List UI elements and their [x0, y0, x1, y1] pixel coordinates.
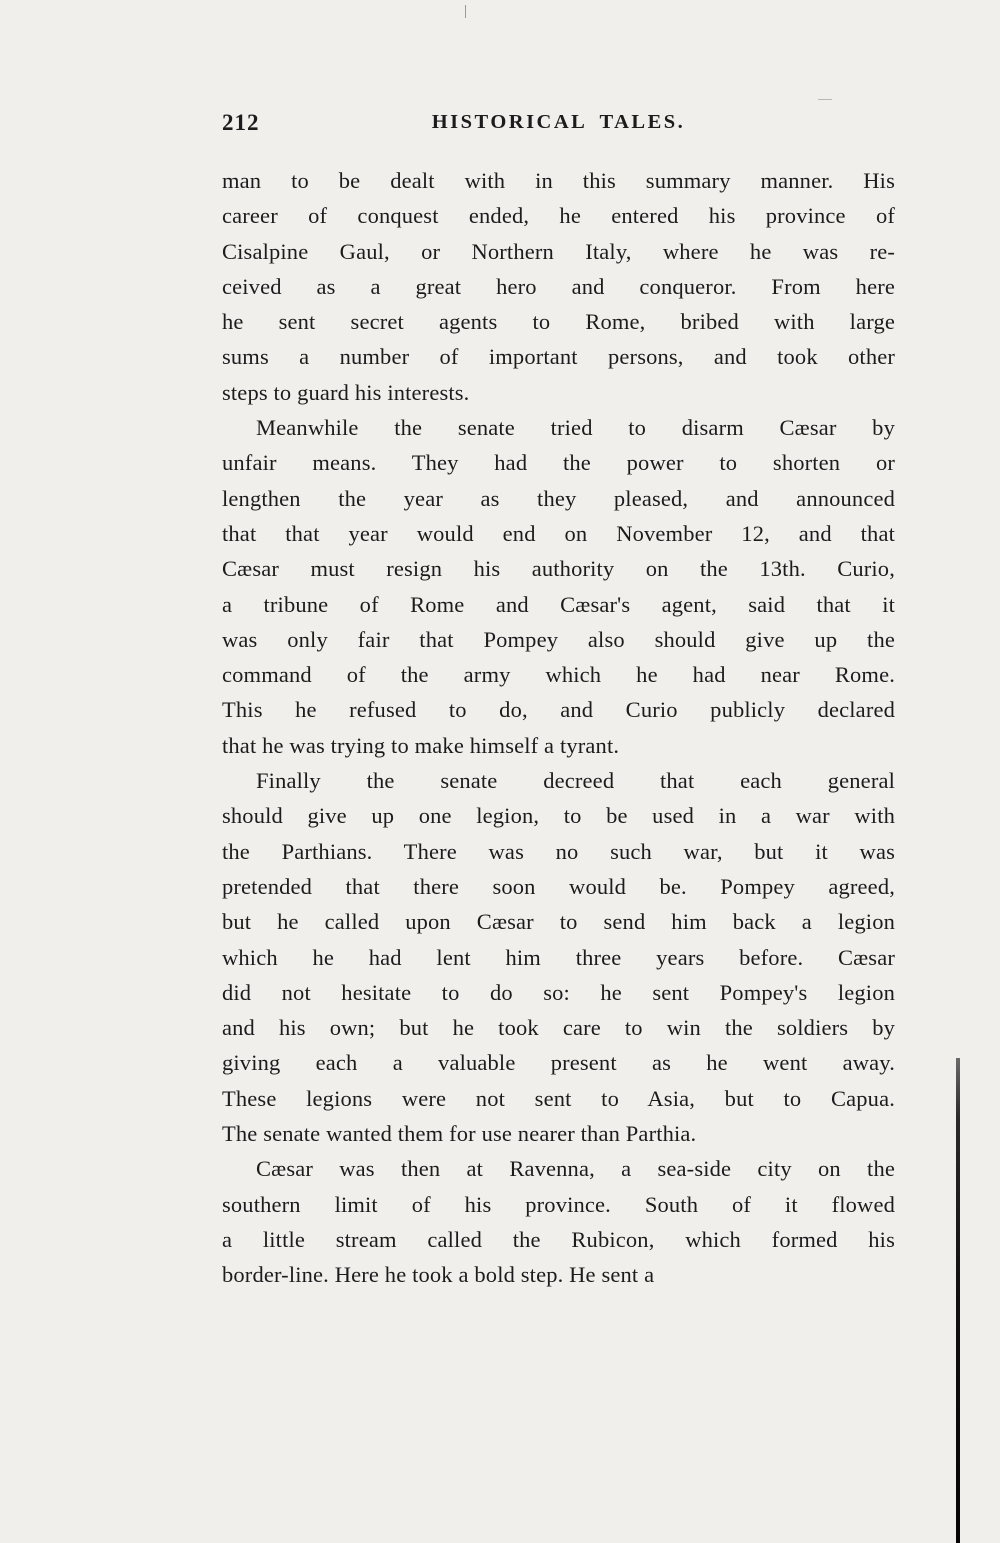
text-line: that he was trying to make himself a tyrant.	[222, 732, 620, 758]
text-line: pretended that there soon would be. Pompey agreed,	[222, 873, 895, 899]
paragraph	[222, 763, 895, 1151]
text-line: This he refused to do, and Curio publicly declared	[222, 697, 895, 723]
text-line: should give up one legion, to be used in a war with	[222, 803, 895, 829]
paragraph	[222, 410, 895, 763]
text-line: that that year would end on November 12, and that	[222, 520, 895, 546]
text-line: did not hesitate to do so: he sent Pompey's legion	[222, 979, 895, 1005]
text-line: but he called upon Cæsar to send him back a legion	[222, 909, 895, 935]
text-line: Cæsar was then at Ravenna, a sea-side city on the	[256, 1156, 895, 1182]
text-line: lengthen the year as they pleased, and announced	[222, 485, 895, 511]
text-line: Cisalpine Gaul, or Northern Italy, where he was re-	[222, 238, 895, 264]
text-line: ceived as a great hero and conqueror. From here	[222, 273, 895, 299]
text-line: giving each a valuable present as he went away.	[222, 1050, 895, 1076]
text-line: Finally the senate decreed that each general	[256, 768, 895, 794]
text-line: These legions were not sent to Asia, but to Capua.	[222, 1085, 895, 1111]
text-line: steps to guard his interests.	[222, 379, 470, 405]
text-line: which he had lent him three years before. Cæsar	[222, 944, 895, 970]
text-line: a little stream called the Rubicon, which formed his	[222, 1226, 895, 1252]
text-line: border-line. Here he took a bold step. He sent a	[222, 1262, 655, 1288]
paragraph	[222, 1151, 895, 1292]
page-header	[222, 110, 895, 140]
text-line: and his own; but he took care to win the soldiers by	[222, 1015, 895, 1041]
text-line: southern limit of his province. South of it flowed	[222, 1191, 895, 1217]
paragraph	[222, 163, 895, 410]
text-line: he sent secret agents to Rome, bribed with large	[222, 309, 895, 335]
text-line: a tribune of Rome and Cæsar's agent, said that it	[222, 591, 895, 617]
text-line: command of the army which he had near Rome.	[222, 662, 895, 688]
text-line: unfair means. They had the power to shorten or	[222, 450, 895, 476]
text-line: sums a number of important persons, and took other	[222, 344, 895, 370]
body-text-column	[222, 163, 895, 1293]
page-number: 212	[222, 110, 260, 135]
text-line: career of conquest ended, he entered his province of	[222, 203, 895, 229]
running-title: HISTORICAL TALES.	[431, 111, 686, 133]
scan-artifact-vertical-line	[956, 1058, 960, 1543]
text-line: Meanwhile the senate tried to disarm Cæsar by	[256, 415, 895, 441]
text-line: man to be dealt with in this summary manner. His	[222, 168, 895, 193]
scan-artifact-top-tick	[465, 5, 466, 18]
text-line: was only fair that Pompey also should give up the	[222, 626, 895, 652]
scan-artifact-right-dash	[818, 99, 832, 100]
text-line: Cæsar must resign his authority on the 13th. Curio,	[222, 556, 895, 582]
text-line: the Parthians. There was no such war, but it was	[222, 838, 895, 864]
text-line: The senate wanted them for use nearer than Parthia.	[222, 1121, 697, 1147]
